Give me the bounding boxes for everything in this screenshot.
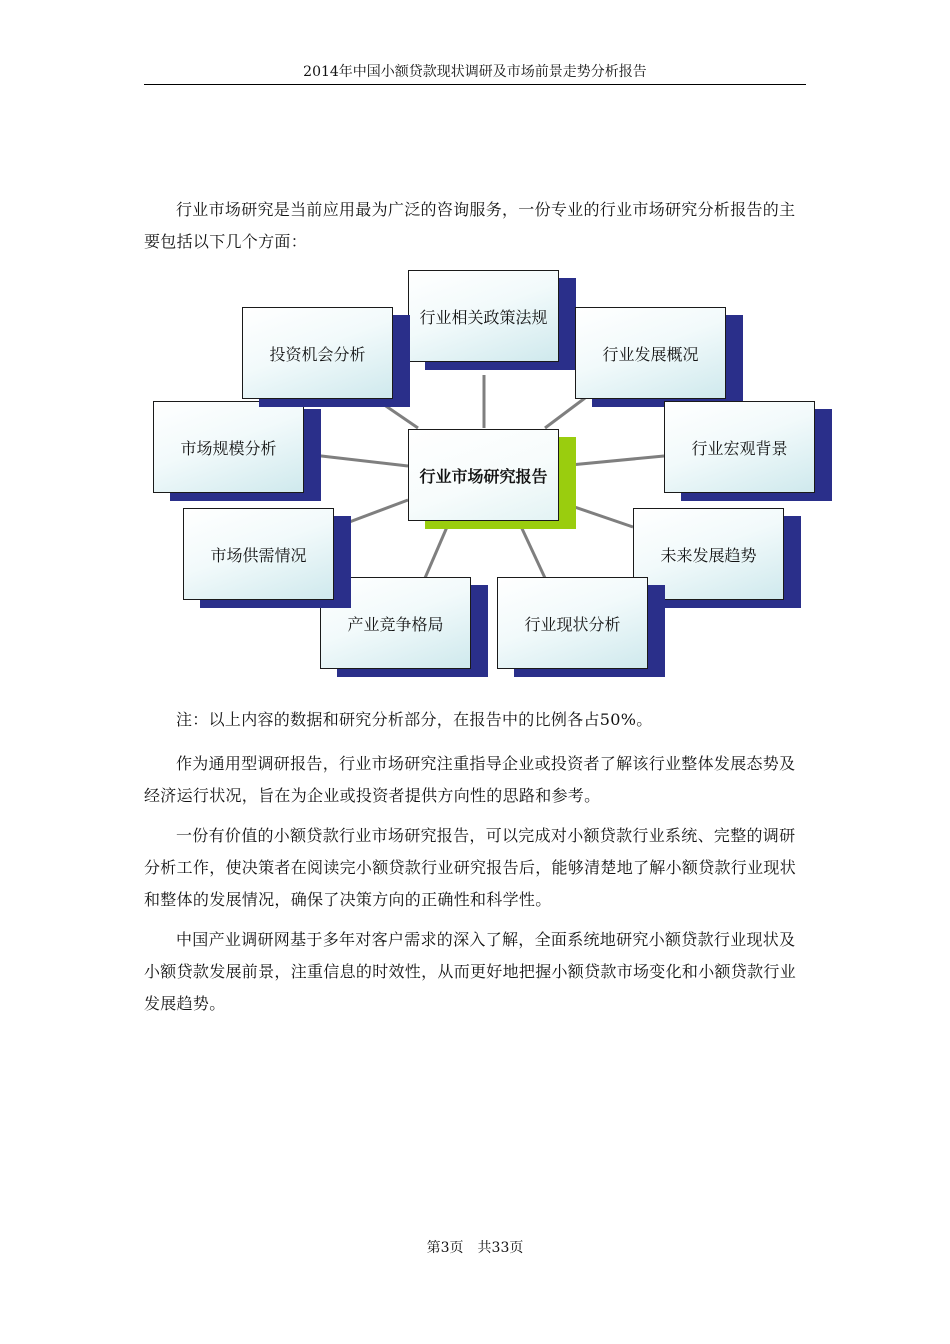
- diagram-node-label: 行业现状分析: [497, 577, 648, 669]
- page-footer: 第3页 共33页: [426, 1240, 524, 1256]
- diagram-node-label: 行业相关政策法规: [408, 270, 559, 362]
- body-paragraph-1: 作为通用型调研报告，行业市场研究注重指导企业或投资者了解该行业整体发展态势及经济运行状况，旨在为企业或投资者提供方向性的思路和参考。: [144, 754, 796, 805]
- body-paragraph-2: 一份有价值的小额贷款行业市场研究报告，可以完成对小额贷款行业系统、完整的调研分析工作，使决策者在阅读完小额贷款行业研究报告后，能够清楚地了解小额贷款行业现状和整体的发展情况，确保了决策方向的正确性和科学性。: [144, 826, 797, 909]
- header-rule: [144, 84, 806, 85]
- diagram-node-label: 行业发展概况: [575, 307, 726, 399]
- diagram-node-label: 行业宏观背景: [664, 401, 815, 493]
- intro-paragraph: 行业市场研究是当前应用最为广泛的咨询服务，一份专业的行业市场研究分析报告的主要包括以下几个方面：: [144, 200, 796, 251]
- note-paragraph: 注：以上内容的数据和研究分析部分，在报告中的比例各占50%。: [176, 710, 653, 729]
- page-header-title: 2014年中国小额贷款现状调研及市场前景走势分析报告: [303, 64, 647, 80]
- diagram-center-label: 行业市场研究报告: [408, 429, 559, 521]
- diagram-node-label: 未来发展趋势: [633, 508, 784, 600]
- diagram-node-label: 产业竞争格局: [320, 577, 471, 669]
- diagram-node-label: 投资机会分析: [242, 307, 393, 399]
- diagram-node-label: 市场供需情况: [183, 508, 334, 600]
- body-paragraph-3: 中国产业调研网基于多年对客户需求的深入了解，全面系统地研究小额贷款行业现状及小额贷款发展前景，注重信息的时效性，从而更好地把握小额贷款市场变化和小额贷款行业发展趋势。: [144, 930, 797, 1013]
- connector-line: [545, 398, 585, 428]
- diagram-node-label: 市场规模分析: [153, 401, 304, 493]
